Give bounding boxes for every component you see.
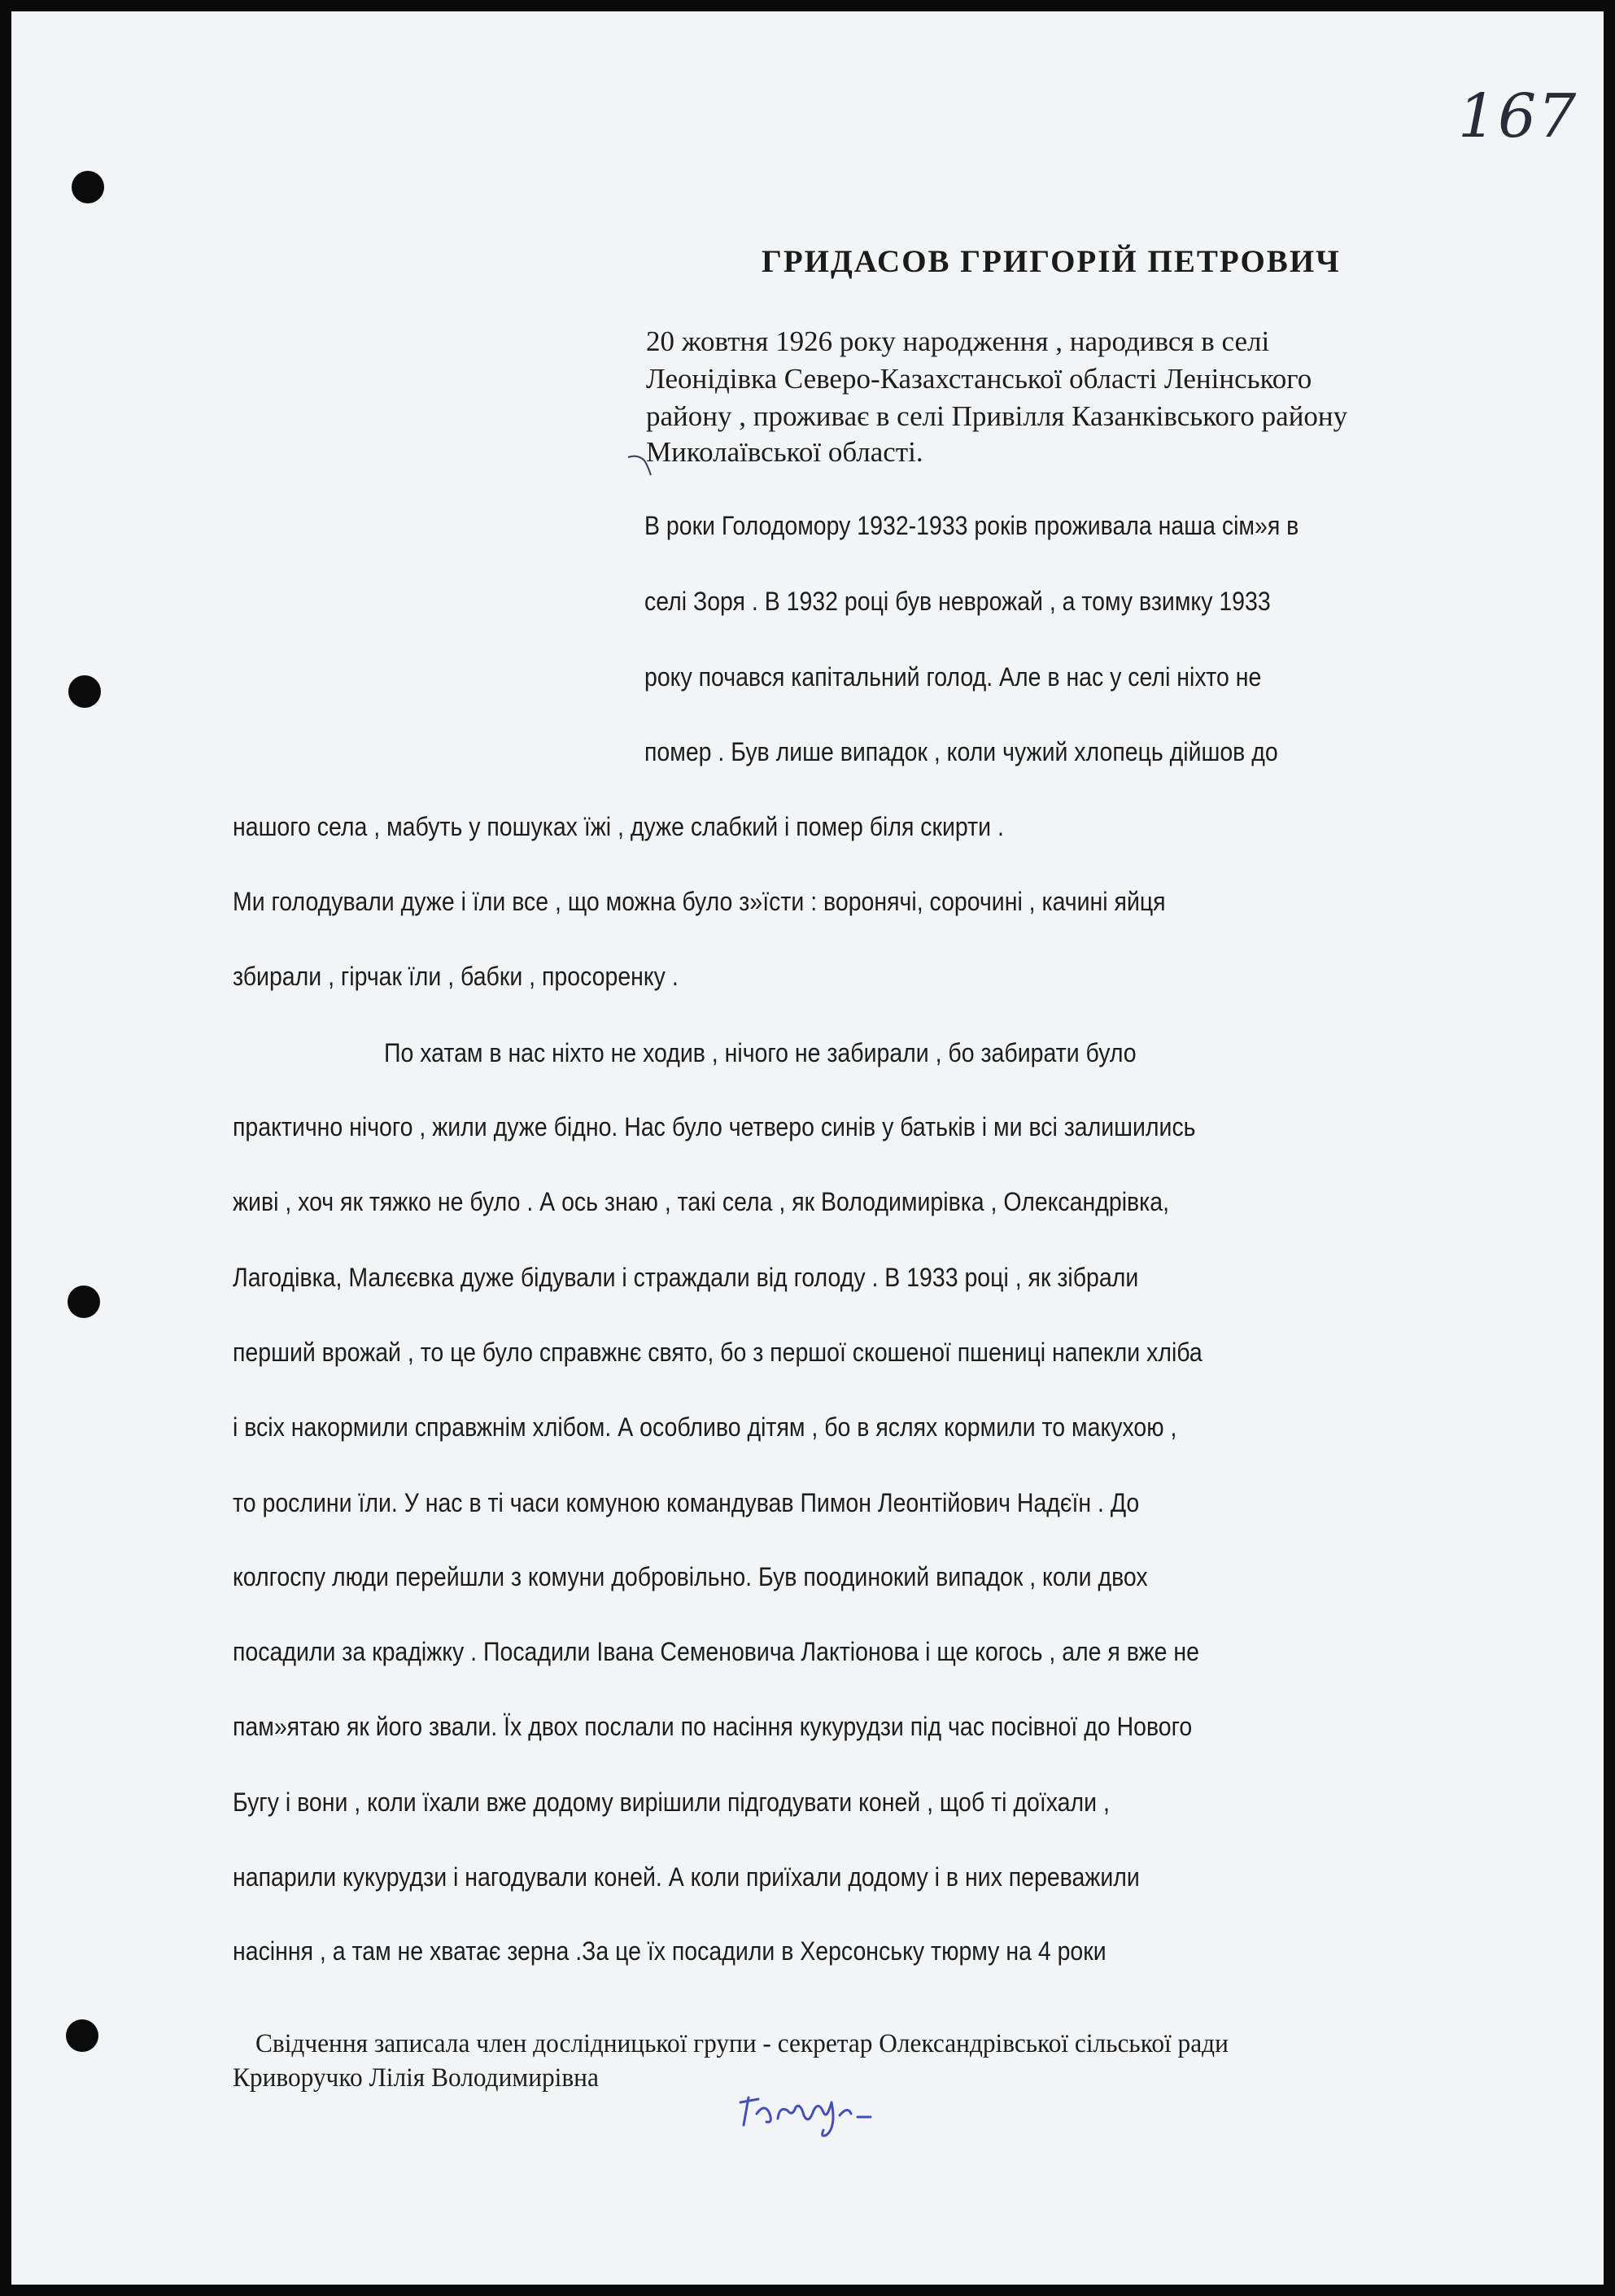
intro-line: 20 жовтня 1926 року народження , народився в селі xyxy=(646,325,1270,357)
document-page xyxy=(11,11,1604,2285)
binder-hole-4 xyxy=(66,2019,98,2052)
body-line: і всіх накормили справжнім хлібом. А особливо дітям , бо в яслях кормили то макухою , xyxy=(233,1412,1177,1442)
body-line: По хатам в нас ніхто не ходив , нічого не забирали , бо забирати було xyxy=(384,1038,1137,1067)
body-line: нашого села , мабуть у пошуках їжі , дуже слабкий і помер біля скирти . xyxy=(233,812,1004,841)
body-line: живі , хоч як тяжко не було . А ось знаю , такі села , як Володимирівка , Олександрівка, xyxy=(233,1187,1169,1216)
page-number: 167 xyxy=(1458,81,1578,151)
body-line: Ми голодували дуже і їли все , що можна було з»їсти : воронячі, сорочині , качині яйця xyxy=(233,887,1166,916)
intro-line: району , проживає в селі Привілля Казанківського району xyxy=(646,400,1348,432)
body-line: помер . Був лише випадок , коли чужий хлопець дійшов до xyxy=(644,737,1278,766)
body-line: Бугу і вони , коли їхали вже додому вирішили підгодувати коней , щоб ті доїхали , xyxy=(233,1787,1110,1817)
body-line: практично нічого , жили дуже бідно. Нас було четверо синів у батьків і ми всі залишились xyxy=(233,1112,1196,1141)
footer-line: Свідчення записала член дослідницької групи - секретар Олександрівської сільської ради xyxy=(255,2029,1229,2058)
pen-stroke-mark xyxy=(626,451,659,483)
body-line: В роки Голодомору 1932-1933 років проживала наша сім»я в xyxy=(644,511,1299,540)
body-line: напарили кукурудзи і нагодували коней. А коли приїхали додому і в них переважили xyxy=(233,1862,1140,1892)
intro-line: Миколаївської області. xyxy=(646,436,923,468)
intro-line: Леонідівка Северо-Казахстанської області Ленінського xyxy=(646,363,1312,395)
body-line: селі Зоря . В 1932 році був неврожай , а тому взимку 1933 xyxy=(644,587,1271,616)
body-line: колгоспу люди перейшли з комуни добровільно. Був поодинокий випадок , коли двох xyxy=(233,1562,1148,1591)
footer-line: Криворучко Лілія Володимирівна xyxy=(233,2063,599,2093)
binder-hole-3 xyxy=(68,1285,100,1318)
body-line: насіння , а там не хватає зерна .За це їх посадили в Херсонську тюрму на 4 роки xyxy=(233,1936,1106,1966)
body-line: Лагодівка, Малєєвка дуже бідували і страждали від голоду . В 1933 році , як зібрали xyxy=(233,1263,1139,1292)
binder-hole-1 xyxy=(72,171,104,203)
binder-hole-2 xyxy=(68,675,101,708)
document-title: ГРИДАСОВ ГРИГОРІЙ ПЕТРОВИЧ xyxy=(762,244,1341,279)
body-line: посадили за крадіжку . Посадили Івана Семеновича Лактіонова і ще когось , але я вже не xyxy=(233,1637,1199,1666)
body-line: пам»ятаю як його звали. Їх двох послали по насіння кукурудзи під час посівної до Нового xyxy=(233,1712,1193,1741)
body-line: то рослини їли. У нас в ті часи комуною командував Пимон Леонтійович Надєїн . До xyxy=(233,1488,1140,1517)
body-line: перший врожай , то це було справжнє свято, бо з першої скошеної пшениці напекли хліба xyxy=(233,1338,1203,1367)
handwritten-signature-icon xyxy=(735,2078,882,2143)
body-line: збирали , гірчак їли , бабки , просоренку . xyxy=(233,962,679,991)
body-line: року почався капітальний голод. Але в нас у селі ніхто не xyxy=(644,662,1262,692)
